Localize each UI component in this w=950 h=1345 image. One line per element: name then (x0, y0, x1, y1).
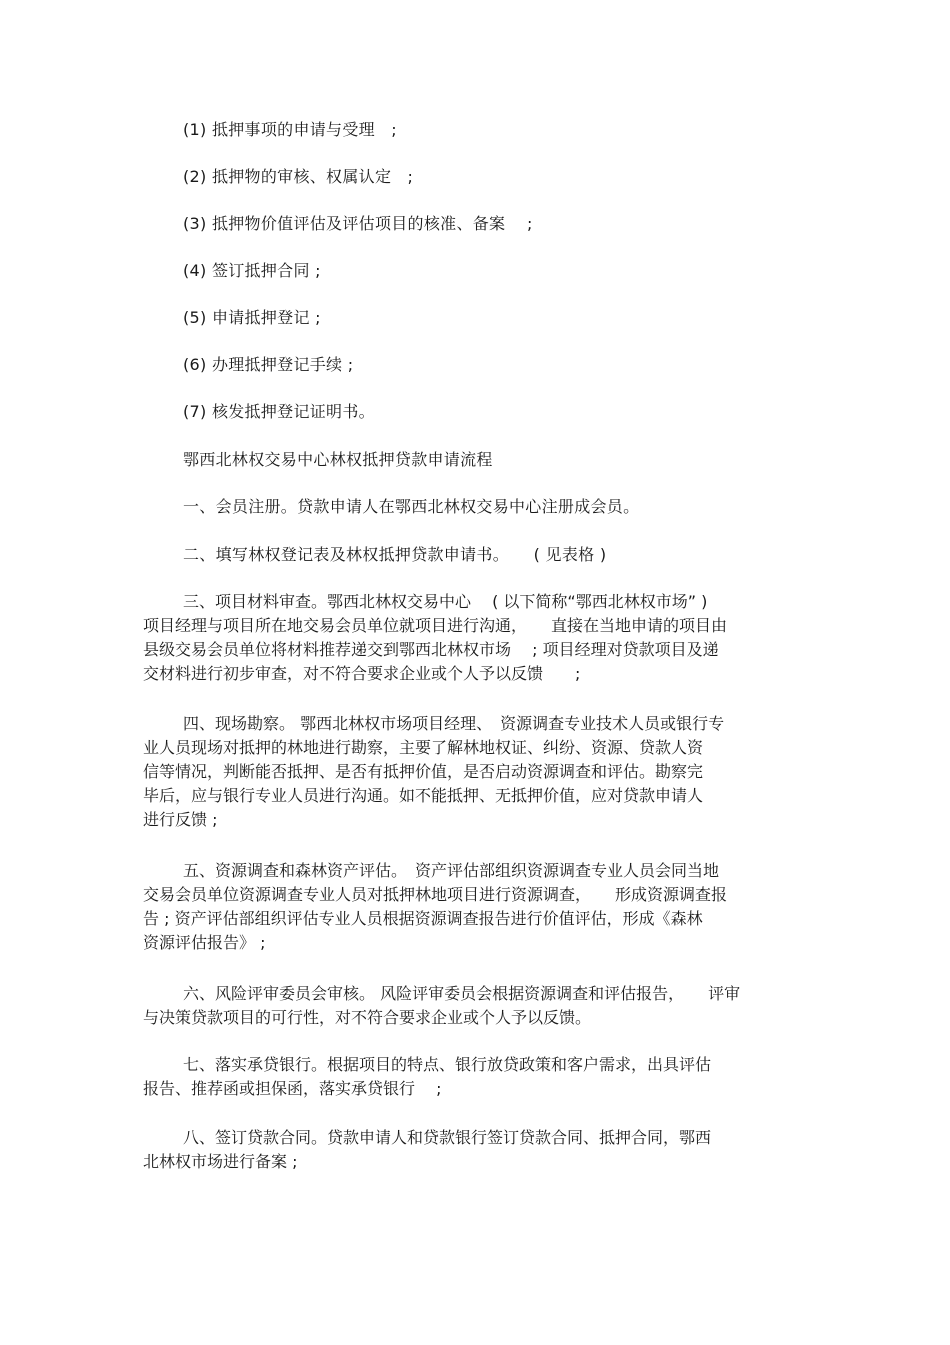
paragraph-line: 业人员现场对抵押的林地进行勘察，主要了解林地权证、纠纷、资源、贷款人资 (143, 738, 704, 757)
step-6-paragraph (143, 982, 823, 1030)
step-4-paragraph (143, 712, 823, 832)
step-8-paragraph (143, 1126, 823, 1174)
list-item-1: (1) 抵押事项的申请与受理 ; (183, 120, 397, 139)
paragraph-line: 七、落实承贷银行。根据项目的特点、银行放贷政策和客户需求，出具评估 (183, 1055, 712, 1074)
paragraph-line: 资源评估报告》 ; (143, 933, 266, 952)
list-item-3: (3) 抵押物价值评估及评估项目的核准、备案 ; (183, 214, 533, 233)
list-item-7: (7) 核发抵押登记证明书。 (183, 402, 375, 421)
paragraph-line: 三、项目材料审查。鄂西北林权交易中心 ( 以下简称“鄂西北林权市场” ) (183, 592, 708, 611)
list-item-4: (4) 签订抵押合同 ; (183, 261, 321, 280)
paragraph-line: 进行反馈 ; (143, 810, 218, 829)
paragraph-line: 报告、推荐函或担保函，落实承贷银行 ; (143, 1079, 442, 1098)
list-item-5: (5) 申请抵押登记 ; (183, 308, 321, 327)
paragraph-line: 八、签订贷款合同。贷款申请人和贷款银行签订贷款合同、抵押合同，鄂西 (183, 1128, 712, 1147)
paragraph-line: 县级交易会员单位将材料推荐递交到鄂西北林权市场 ; 项目经理对贷款项目及递 (143, 640, 719, 659)
step-2-paragraph: 二、填写林权登记表及林权抵押贷款申请书。 ( 见表格 ) (183, 545, 607, 564)
paragraph-line: 六、风险评审委员会审核。 风险评审委员会根据资源调查和评估报告， 评审 (183, 984, 741, 1003)
paragraph-line: 五、资源调查和森林资产评估。 资产评估部组织资源调查专业人员会同当地 (183, 861, 720, 880)
step-5-paragraph (143, 859, 823, 955)
paragraph-line: 告 ; 资产评估部组织评估专业人员根据资源调查报告进行价值评估，形成《森林 (143, 909, 703, 928)
paragraph-line: 北林权市场进行备案 ; (143, 1152, 298, 1171)
paragraph-line: 与决策贷款项目的可行性，对不符合要求企业或个人予以反馈。 (143, 1008, 592, 1027)
step-1-paragraph: 一、会员注册。贷款申请人在鄂西北林权交易中心注册成会员。 (183, 497, 640, 516)
paragraph-line: 信等情况，判断能否抵押、是否有抵押价值，是否启动资源调查和评估。勘察完 (143, 762, 704, 781)
paragraph-line: 毕后，应与银行专业人员进行沟通。如不能抵押、无抵押价值，应对贷款申请人 (143, 786, 704, 805)
list-item-2: (2) 抵押物的审核、权属认定 ; (183, 167, 414, 186)
section-title: 鄂西北林权交易中心林权抵押贷款申请流程 (183, 450, 493, 469)
paragraph-line: 四、现场勘察。 鄂西北林权市场项目经理、 资源调查专业技术人员或银行专 (183, 714, 725, 733)
list-item-6: (6) 办理抵押登记手续 ; (183, 355, 354, 374)
paragraph-line: 交材料进行初步审查，对不符合要求企业或个人予以反馈 ; (143, 664, 581, 683)
step-3-paragraph (143, 590, 823, 686)
step-7-paragraph (143, 1053, 823, 1101)
paragraph-line: 项目经理与项目所在地交易会员单位就项目进行沟通， 直接在当地申请的项目由 (143, 616, 728, 635)
paragraph-line: 交易会员单位资源调查专业人员对抵押林地项目进行资源调查， 形成资源调查报 (143, 885, 728, 904)
